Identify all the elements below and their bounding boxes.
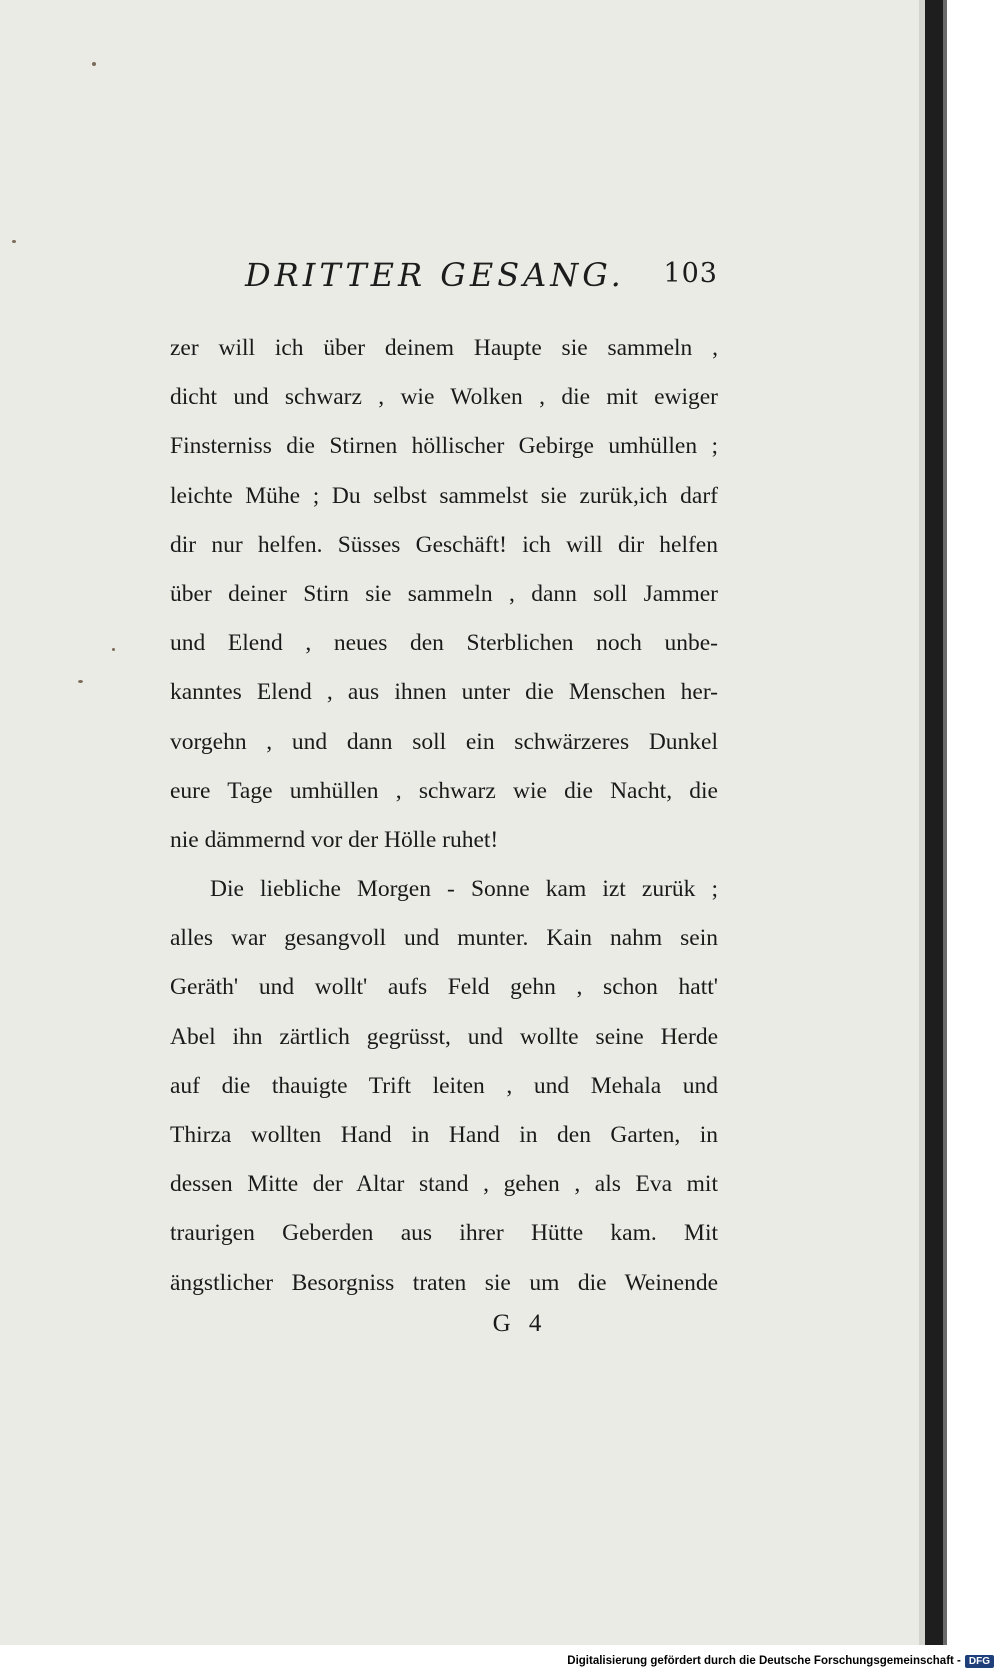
book-spine-edge: [943, 0, 947, 1645]
text-line: nie dämmernd vor der Hölle ruhet!: [170, 826, 499, 853]
digitization-credit: [567, 1652, 994, 1670]
body-text: [170, 324, 718, 1308]
text-line: Geräth' und wollt' aufs Feld gehn , schon hatt': [170, 974, 718, 1001]
text-line: auf die thauigte Trift leiten , und Mehala und: [170, 1072, 718, 1099]
text-line: Abel ihn zärtlich gegrüsst, und wollte seine Herde: [170, 1023, 718, 1050]
paper-speck: [92, 62, 96, 66]
paper-speck: [112, 648, 115, 651]
text-line: alles war gesangvoll und munter. Kain nahm sein: [170, 925, 718, 952]
text-line: vorgehn , und dann soll ein schwärzeres Dunkel: [170, 728, 718, 755]
paper-speck: [78, 680, 83, 683]
text-line: dessen Mitte der Altar stand , gehen , als Eva mit: [170, 1171, 718, 1198]
chapter-title: DRITTER GESANG.: [245, 256, 625, 294]
text-line: Finsterniss die Stirnen höllischer Gebirge umhüllen ;: [170, 433, 718, 460]
text-line: leichte Mühe ; Du selbst sammelst sie zurük,ich darf: [170, 482, 718, 509]
text-line: dir nur helfen. Süsses Geschäft! ich will dir helfen: [170, 531, 718, 558]
text-line: Thirza wollten Hand in Hand in den Garten, in: [170, 1122, 718, 1148]
credit-text: Digitalisierung gefördert durch die Deutsche Forschungsgemeinschaft -: [567, 1655, 961, 1667]
text-line: über deiner Stirn sie sammeln , dann soll Jammer: [170, 580, 718, 607]
page-number: 103: [663, 258, 718, 289]
text-line: ängstlicher Besorgniss traten sie um die Weinende: [170, 1269, 718, 1296]
book-spine-shadow: [925, 0, 943, 1645]
dfg-logo-icon: DFG: [965, 1655, 994, 1668]
paragraph-start-line: Die liebliche Morgen - Sonne kam izt zurük ;: [210, 876, 718, 903]
paper-speck: [12, 240, 16, 243]
text-line: dicht und schwarz , wie Wolken , die mit ewiger: [170, 384, 718, 411]
running-head: [170, 252, 718, 300]
signature-mark: G 4: [492, 1310, 548, 1337]
text-line: traurigen Geberden aus ihrer Hütte kam. Mit: [170, 1220, 718, 1247]
text-line: kanntes Elend , aus ihnen unter die Menschen her-: [170, 679, 718, 706]
text-line: und Elend , neues den Sterblichen noch unbe-: [170, 630, 718, 657]
text-line: zer will ich über deinem Haupte sie sammeln ,: [170, 335, 718, 361]
text-line: eure Tage umhüllen , schwarz wie die Nacht, die: [170, 777, 718, 804]
